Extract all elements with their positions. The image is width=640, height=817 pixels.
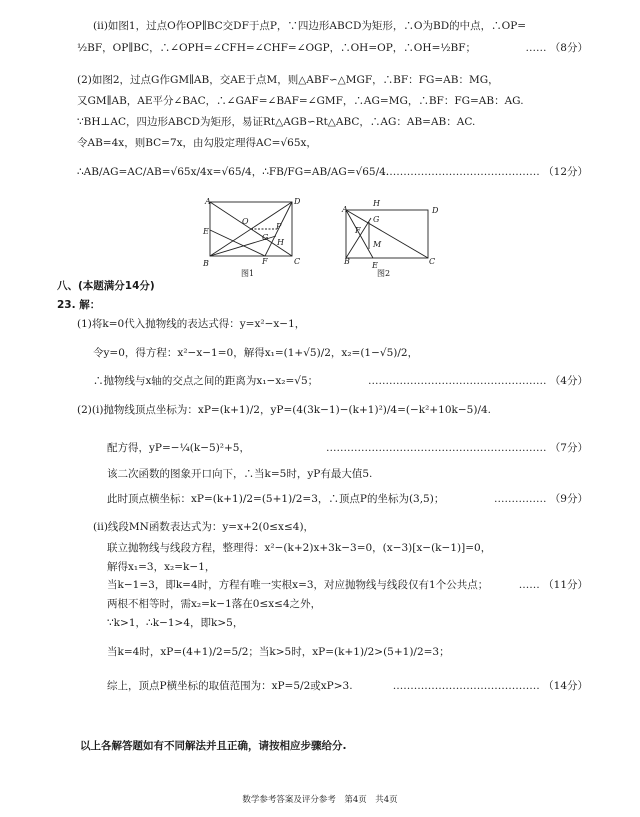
score-mark: …………………………………… （14分） <box>392 680 588 692</box>
fig2-label-e: E <box>372 261 378 270</box>
answer-text: 当k−1=3，即k=4时，方程有唯一实根x=3，对应抛物线与线段仅有1个公共点； <box>107 579 489 591</box>
answer-text: (1)将k=0代入抛物线的表达式得：y=x²−x−1， <box>77 318 306 330</box>
answer-text: 令y=0，得方程：x²−x−1=0，解得x₁=(1+√5)/2，x₂=(1−√5)/2， <box>93 347 419 359</box>
answer-text: ∴AB/AG=AC/AB=√65x/4x=√65/4，∴FB/FG=AB/AG=√65/4. <box>77 166 390 178</box>
answer-text: ∵BH⊥AC，四边形ABCD为矩形，易证Rt△AGB∽Rt△ABC，∴AG：AB=AB：AC. <box>77 116 476 128</box>
answer-text: 该二次函数的图象开口向下，∴当k=5时，yP有最大值5. <box>107 468 373 480</box>
fig1-label-g: G <box>262 233 269 242</box>
answer-text: 解得x₁=3，x₂=k−1， <box>107 561 216 573</box>
answer-text: 23. 解： <box>57 299 101 311</box>
fig1-label-h: H <box>277 238 284 247</box>
answer-text: (2)如图2，过点G作GM∥AB，交AE于点M，则△ABF∽△MGF，∴BF：FG=AB：MG， <box>77 74 499 86</box>
fig2-label-b: B <box>344 257 350 266</box>
fig1-label-a: A <box>205 197 211 206</box>
score-mark: ……………………………………………………… （7分） <box>325 442 588 454</box>
figure-2-caption: 图2 <box>377 269 391 278</box>
answer-text: 联立抛物线与线段方程，整理得：x²−(k+2)x+3k−3=0，(x−3)[x−(k−1)]=0， <box>107 542 492 554</box>
figure-2 <box>338 202 438 264</box>
fig2-label-g: G <box>373 215 380 224</box>
fig2-label-h: H <box>373 199 380 208</box>
figure-1-caption: 图1 <box>241 269 255 278</box>
score-mark: ……………………………………… （12分） <box>382 166 588 178</box>
answer-text: (2)(i)抛物线顶点坐标为：xP=(k+1)/2，yP=(4(3k−1)−(k+1)²)/4=(−k²+10k−5)/4. <box>77 404 492 416</box>
answer-text: 八、(本题满分14分) <box>57 280 155 292</box>
fig1-label-o: O <box>242 217 249 226</box>
fig1-segment-ef <box>210 230 265 256</box>
answer-text: 令AB=4x，则BC=7x，由勾股定理得AC=√65x， <box>77 137 317 149</box>
answer-text: ∵k>1，∴k−1>4，即k>5， <box>107 617 244 629</box>
answer-text: ∴抛物线与x轴的交点之间的距离为x₁−x₂=√5； <box>93 375 319 387</box>
figure-1 <box>200 196 300 264</box>
answer-text: 综上，顶点P横坐标的取值范围为：xP=5/2或xP>3. <box>107 680 353 692</box>
answer-text: 当k=4时，xP=(4+1)/2=5/2；当k>5时，xP=(k+1)/2>(5+1)/2=3； <box>107 646 450 658</box>
answer-text: (ii)线段MN函数表达式为：y=x+2(0≤x≤4)， <box>93 521 315 533</box>
fig1-label-f: F <box>262 257 268 266</box>
answer-text: 以上各解答题如有不同解法并且正确，请按相应步骤给分. <box>80 740 347 752</box>
answer-text: 此时顶点横坐标：xP=(k+1)/2=(5+1)/2=3，∴顶点P的坐标为(3,5)； <box>107 493 445 505</box>
answer-text: 又GM∥AB，AE平分∠BAC，∴∠GAF=∠BAF=∠GMF，∴AG=MG，∴BF：FG=AB：AG. <box>77 95 524 107</box>
score-mark: …… （8分） <box>525 42 588 54</box>
page-footer: 数学参考答案及评分参考 第4页 共4页 <box>242 795 398 805</box>
fig2-label-c: C <box>429 257 436 266</box>
score-mark: …………… （9分） <box>493 493 588 505</box>
fig1-label-p: P <box>276 222 282 231</box>
answer-text: 配方得，yP=−¼(k−5)²+5， <box>107 442 250 454</box>
answer-text: ½BF，OP∥BC，∴∠OPH=∠CFH=∠CHF=∠OGP，∴OH=OP，∴OH=½BF； <box>77 42 477 54</box>
fig1-label-e: E <box>203 227 209 236</box>
fig2-segment-bh <box>346 218 371 258</box>
answer-text: (ii)如图1，过点O作OP∥BC交DF于点P，∵四边形ABCD为矩形，∴O为BD的中点，∴OP= <box>93 20 527 32</box>
fig2-label-d: D <box>432 206 439 215</box>
fig1-label-b: B <box>203 259 209 268</box>
score-mark: …………………………………………… （4分） <box>367 375 588 387</box>
fig2-label-m: M <box>373 240 382 249</box>
score-mark: …… （11分） <box>518 579 588 591</box>
fig2-label-f: F <box>355 226 361 235</box>
fig1-label-c: C <box>294 257 301 266</box>
fig1-label-d: D <box>294 197 301 206</box>
answer-text: 两根不相等时，需x₂=k−1落在0≤x≤4之外， <box>107 598 322 610</box>
fig2-label-a: A <box>342 205 348 214</box>
